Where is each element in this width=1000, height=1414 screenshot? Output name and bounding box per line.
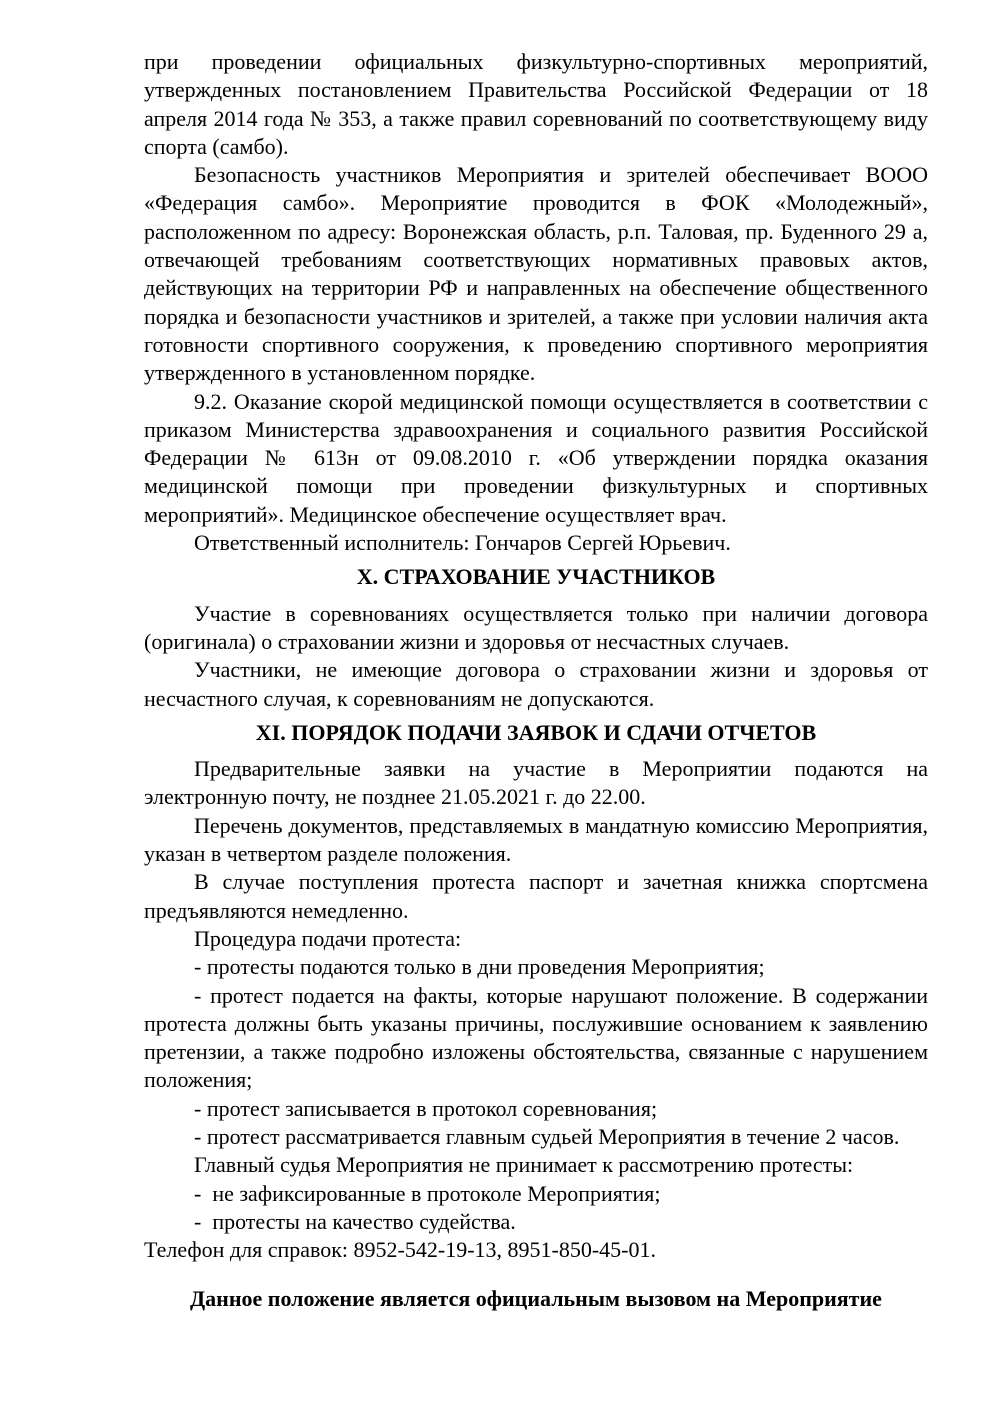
list-item-protest-facts: - протест подается на факты, которые нарушают положение. В содержании протеста должны быть указаны причины, послужившие основанием к заявлению претензии, а также подробно изложены обстоятельства, связанные с нарушением положения; (144, 982, 928, 1093)
section-heading-insurance: X. СТРАХОВАНИЕ УЧАСТНИКОВ (356, 564, 716, 590)
paragraph-insurance-1: Участие в соревнованиях осуществляется только при наличии договора (оригинала) о страховании жизни и здоровья от несчастных случаев. (144, 600, 928, 654)
list-item-protest-protocol: - протест записывается в протокол соревнования; (194, 1095, 658, 1121)
paragraph-medical: 9.2. Оказание скорой медицинской помощи осуществляется в соответствии с приказом Министерства здравоохранения и социального развития Российской Федерации № 613н от 09.08.2010 г. «Об утверждении порядка оказания медицинской помощи при проведении физкультурных и спортивных мероприятий». Медицинское обеспечение осуществляет врач. (144, 388, 928, 527)
paragraph-applications-deadline: Предварительные заявки на участие в Мероприятии подаются на электронную почту, не позднее 21.05.2021 г. до 22.00. (144, 756, 928, 810)
list-item-not-recorded: - не зафиксированные в протоколе Мероприятия; (194, 1180, 661, 1206)
list-item-protest-days: - протесты подаются только в дни проведения Мероприятия; (194, 954, 765, 980)
paragraph-responsible: Ответственный исполнитель: Гончаров Сергей Юрьевич. (194, 530, 731, 556)
paragraph-protest-passport: В случае поступления протеста паспорт и зачетная книжка спортсмена предъявляются немедленно. (144, 869, 928, 923)
section-heading-applications: XI. ПОРЯДОК ПОДАЧИ ЗАЯВОК И СДАЧИ ОТЧЕТОВ (255, 719, 817, 745)
list-item-judging-quality: - протесты на качество судейства. (194, 1208, 516, 1234)
closing-statement: Данное положение является официальным вызовом на Мероприятие (190, 1286, 882, 1312)
paragraph-insurance-2: Участники, не имеющие договора о страховании жизни и здоровья от несчастного случая, к соревнованиям не допускаются. (144, 657, 928, 711)
paragraph-protest-procedure: Процедура подачи протеста: (194, 925, 462, 951)
paragraph-continuation: при проведении официальных физкультурно-спортивных мероприятий, утвержденных постановлением Правительства Российской Федерации от 18 апреля 2014 года № 353, а также правил соревнований по соответствующему виду спорта (самбо). (144, 49, 928, 159)
paragraph-chief-judge: Главный судья Мероприятия не принимает к рассмотрению протесты: (194, 1152, 854, 1178)
paragraph-documents-list: Перечень документов, представляемых в мандатную комиссию Мероприятия, указан в четвертом разделе положения. (144, 812, 928, 867)
paragraph-phone-numbers: Телефон для справок: 8952-542-19-13, 8951-850-45-01. (144, 1237, 656, 1263)
paragraph-safety: Безопасность участников Мероприятия и зрителей обеспечивает ВООО «Федерация самбо». Мероприятие проводится в ФОК «Молодежный», расположенном по адресу: Воронежская область, р.п. Таловая, пр. Буденного 29 а, отвечающей требованиям соответствующих нормативных правовых актов, действующих на территории РФ и направленных на обеспечение общественного порядка и безопасности участников и зрителей, а также при условии наличия акта готовности спортивного сооружения, к проведению спортивного мероприятия утвержденного в установленном порядке. (144, 162, 928, 386)
list-item-protest-review: - протест рассматривается главным судьей Мероприятия в течение 2 часов. (194, 1123, 900, 1149)
